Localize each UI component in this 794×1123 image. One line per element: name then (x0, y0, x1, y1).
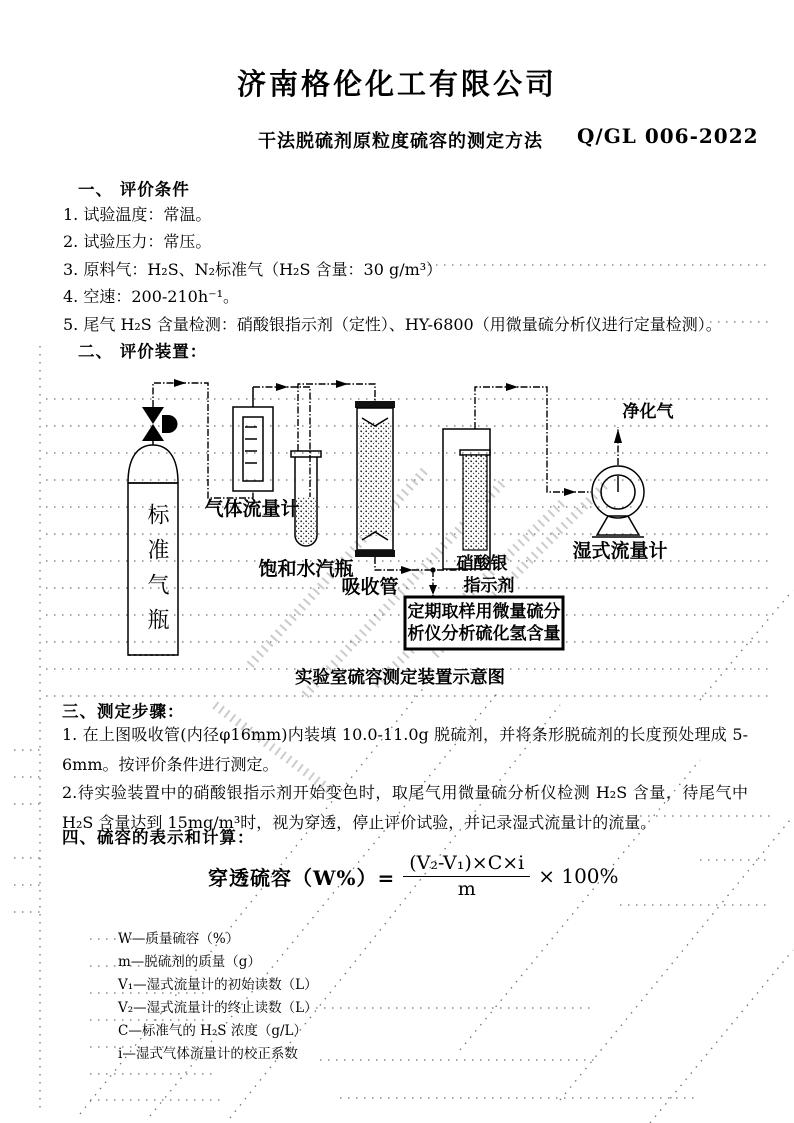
formula-denominator: m (457, 878, 476, 900)
sampling-note-box (405, 597, 563, 649)
note-line1: 定期取样用微量硫分 (407, 602, 561, 622)
condition-item: 2. 试验压力：常压。 (63, 232, 212, 252)
note-line2: 析仪分析硫化氢含量 (407, 624, 561, 644)
gas-flowmeter (233, 387, 273, 491)
legend-item: i—湿式气体流量计的校正系数 (118, 1046, 298, 1062)
procedure-step-2: 2.待实验装置中的硝酸银指示剂开始变色时，取尾气用微量硫分析仪检测 H₂S 含量，待尾气中 H₂S 含量达到 15mg/m³时，视为穿透，停止评价试验，并记录湿式流量计的流量。 (62, 783, 748, 832)
document-title: 干法脱硫剂原粒度硫容的测定方法 (258, 131, 543, 152)
flow-arrow (336, 380, 348, 388)
formula-lhs: 穿透硫容（W%）= (208, 865, 396, 890)
formula-fraction (403, 852, 530, 900)
label-standard-gas-cylinder: 标准气瓶 (144, 503, 169, 643)
section3-heading: 三、测定步骤： (62, 702, 185, 721)
flow-arrow (506, 383, 518, 391)
cylinder-valve-icon (142, 407, 178, 445)
flow-arrow (429, 585, 437, 595)
label-absorber: 吸收管 (341, 576, 399, 598)
legend-item: C—标准气的 H₂S 浓度（g/L） (118, 1023, 307, 1039)
legend-item: V₂—湿式流量计的终止读数（L） (118, 1000, 318, 1016)
condition-item: 4. 空速：200-210h⁻¹。 (63, 287, 240, 307)
flow-arrow (174, 379, 186, 387)
legend-item: m—脱硫剂的质量（g） (118, 954, 261, 970)
pipe-indicator-to-wetmeter (475, 387, 591, 492)
formula-rhs: × 100% (538, 864, 619, 888)
pipe-cylinder-to-flowmeter (153, 383, 253, 498)
condition-item: 1. 试验温度：常温。 (63, 205, 212, 224)
sulfur-capacity-formula (208, 852, 619, 900)
condition-item: 3. 原料气：H₂S、N₂标准气（H₂S 含量：30 g/m³） (63, 259, 443, 279)
section1-heading: 一、 评价条件 (78, 180, 190, 199)
absorber-tube (355, 401, 395, 557)
flow-arrow (564, 488, 576, 496)
pipe-absorber-to-indicator (375, 557, 468, 570)
flow-arrow (276, 383, 288, 391)
label-saturator: 饱和水汽瓶 (258, 558, 354, 580)
document-number: Q/GL 006-2022 (577, 124, 759, 148)
section4-heading: 四、硫容的表示和计算： (62, 828, 255, 847)
legend-item: V₁—湿式流量计的初始读数（L） (118, 977, 318, 993)
wet-flowmeter (592, 466, 644, 537)
formula-legend (118, 928, 318, 1066)
label-gas-flowmeter: 气体流量计 (204, 498, 300, 520)
diagram-caption: 实验室硫容测定装置示意图 (295, 668, 505, 688)
section2-heading: 二、 评价装置： (78, 342, 208, 361)
procedure-step-1: 1. 在上图吸收管(内径φ16mm)内装填 10.0-11.0g 脱硫剂，并将条形脱硫剂的长度预处理成 5-6mm。按评价条件进行测定。 (62, 725, 748, 774)
purified-gas-arrow (614, 429, 622, 443)
label-indicator-line2: 指示剂 (463, 576, 515, 596)
company-title: 济南格伦化工有限公司 (236, 67, 557, 101)
condition-item: 5. 尾气 H₂S 含量检测：硝酸银指示剂（定性）、HY-6800（用微量硫分析仪进行定量检测）。 (63, 314, 722, 334)
formula-numerator: (V₂-V₁)×C×i (403, 852, 530, 877)
silver-nitrate-indicator-tube (443, 429, 490, 569)
label-purified-gas: 净化气 (622, 402, 674, 422)
label-indicator-line1: 硝酸银 (456, 554, 508, 574)
evaluation-conditions-list (63, 201, 773, 338)
legend-item: W—质量硫容（%） (118, 931, 240, 947)
flow-arrow (401, 566, 413, 574)
label-wet-flowmeter: 湿式流量计 (572, 540, 668, 562)
